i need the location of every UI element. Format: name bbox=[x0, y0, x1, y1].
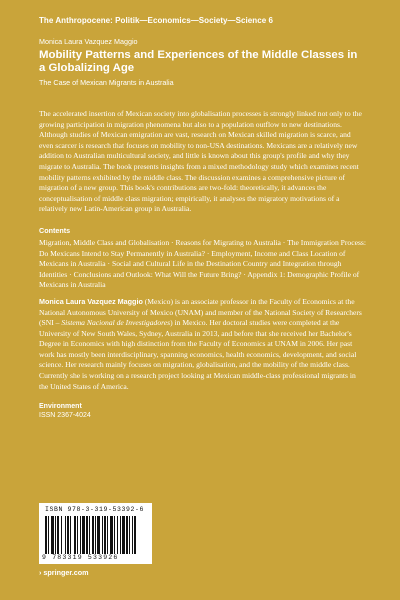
bio-author-name: Monica Laura Vazquez Maggio bbox=[39, 296, 143, 306]
bio-text-part2: ) in Mexico. Her doctoral studies were completed at the University of New South Wales, Sydney, Australia in 2013, and before that she received her Bachelor's Degree in Economics with high distinction from the Faculty of Economics at UNAM in 2006. Her past work has mostly been interdisciplinary, spanning economics, health economics, development, and social science. Her research mainly focuses on migration, globalisation, and the mobility of the middle class. Currently she is working on a research project looking at Mexican middle-class professional migrants in the United States of America. bbox=[39, 318, 357, 391]
subject-label: Environment bbox=[39, 403, 82, 411]
cover-content bbox=[39, 16, 366, 419]
series-title: The Anthropocene: Politik—Economics—Society—Science 6 bbox=[39, 16, 273, 25]
issn: ISSN 2367-4024 bbox=[39, 412, 91, 420]
book-subtitle: The Case of Mexican Migrants in Australia bbox=[39, 78, 174, 87]
barcode bbox=[39, 503, 152, 564]
barcode-digits: 9 783319 533926 bbox=[42, 554, 119, 561]
website-link[interactable]: › springer.com bbox=[39, 568, 89, 577]
bio-text-italic: Sistema Nacional de Investigadores bbox=[61, 318, 171, 328]
abstract-text: The accelerated insertion of Mexican society into globalisation processes is strongly linked not only to the growing participation in migration phenomena but also to a population outflow to new destinations. Although studies of Mexican emigration are vast, research on Mexican skilled migration is scarce, and even scarcer is research that focuses on mobility to non-USA destinations. Mexicans are a relatively new addition to Australian multicultural society, and little is known about this group's profile and why they migrate to Australia. The book presents insights from a mixed methodology study which examines recent mobility patterns exhibited by the middle class. The discussion examines a comprehensive picture of migration of a new group. This book's contributions are two-fold: theoretically, it advances the conceptualisation of middle class migration; empirically, it analyses the migratory motivations of a relatively new Latin-American group in Australia. bbox=[39, 109, 362, 214]
author-bio bbox=[39, 297, 366, 392]
bio-text-part1: (Mexico) is an associate professor in the Faculty of Economics at the National Autonomous University of Mexico (UNAM) and member of the National Society of Researchers (SNI – bbox=[39, 296, 362, 328]
isbn-label: ISBN 978-3-319-53392-6 bbox=[45, 506, 145, 513]
author-name: Monica Laura Vazquez Maggio bbox=[39, 37, 138, 46]
contents-heading: Contents bbox=[39, 225, 71, 235]
book-title: Mobility Patterns and Experiences of the Middle Classes in a Globalizing Age bbox=[39, 49, 358, 74]
contents-text: Migration, Middle Class and Globalisation · Reasons for Migrating to Australia · The Immigration Process: Do Mexicans Intend to Stay Permanently in Australia? · Employment, Income and Class Location of Mexicans in Australia · Social and Cultural Life in the Destination Country and Integration through Identities · Conclusions and Outlook: What Will the Future Bring? · Appendix 1: Demographic Profile of Mexicans in Australia bbox=[39, 237, 366, 290]
barcode-bars bbox=[45, 516, 146, 554]
